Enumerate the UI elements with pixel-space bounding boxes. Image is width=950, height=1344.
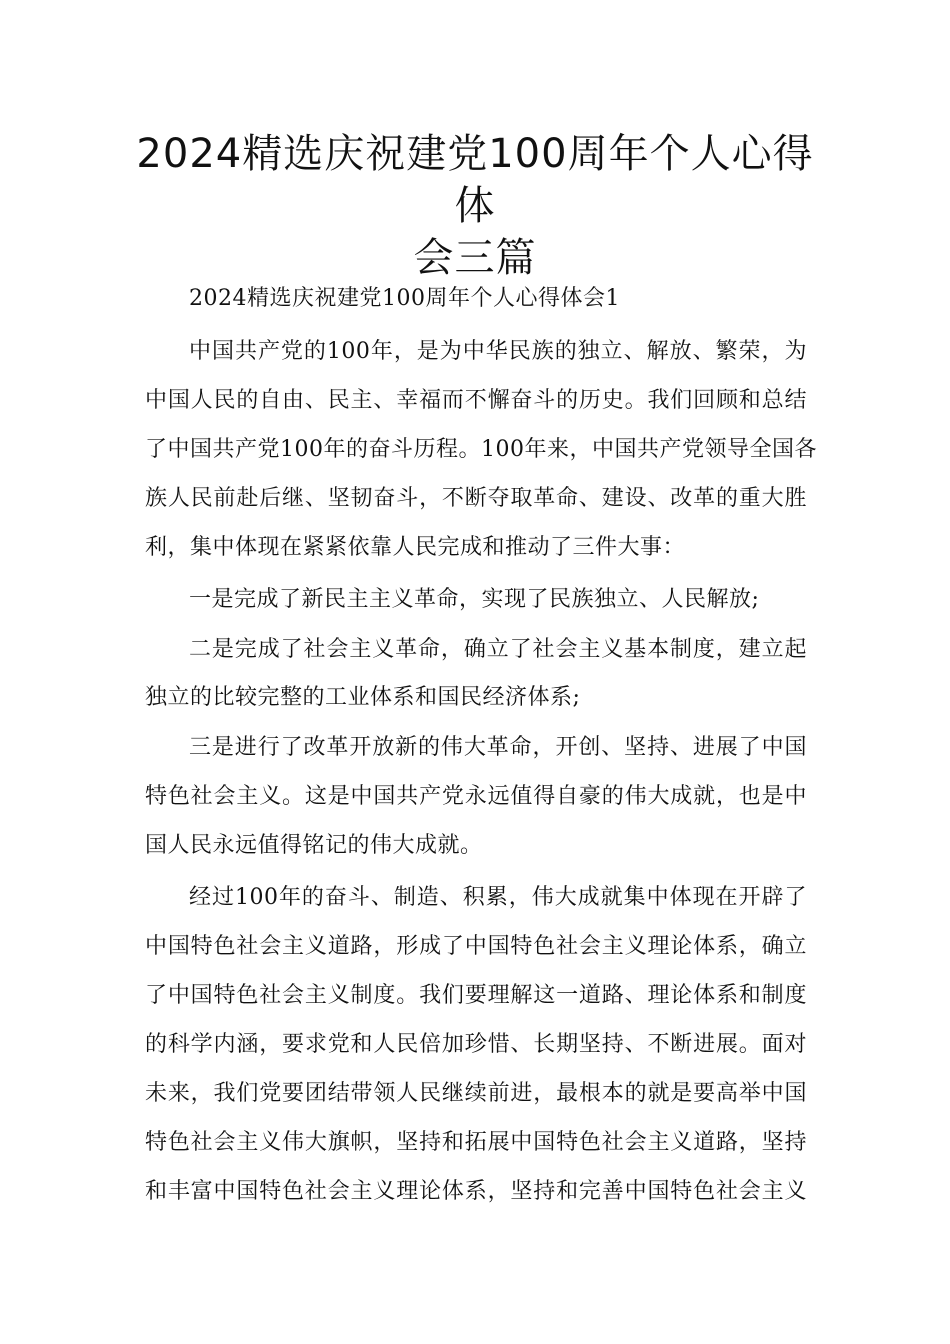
paragraph-line: 的科学内涵，要求党和人民倍加珍惜、长期坚持、不断进展。面对 [145,1032,807,1057]
paragraph-line: 一是完成了新民主主义革命，实现了民族独立、人民解放; [189,587,760,612]
paragraph-line: 二是完成了社会主义革命，确立了社会主义基本制度，建立起 [189,637,807,662]
paragraph-line: 国人民永远值得铭记的伟大成就。 [145,833,483,858]
paragraph-line: 中国特色社会主义道路，形成了中国特色社会主义理论体系，确立 [145,934,807,959]
paragraph-line: 和丰富中国特色社会主义理论体系，坚持和完善中国特色社会主义 [145,1179,807,1204]
paragraph-line: 族人民前赴后继、坚韧奋斗，不断夺取革命、建设、改革的重大胜 [145,486,807,511]
section-subtitle: 2024精选庆祝建党100周年个人心得体会1 [189,286,620,311]
paragraph-line: 特色社会主义。这是中国共产党永远值得自豪的伟大成就，也是中 [145,784,807,809]
paragraph-line: 中国人民的自由、民主、幸福而不懈奋斗的历史。我们回顾和总结 [145,388,807,413]
paragraph-line: 了中国共产党100年的奋斗历程。100年来，中国共产党领导全国各 [145,437,817,462]
paragraph-line: 利，集中体现在紧紧依靠人民完成和推动了三件大事： [145,535,686,560]
paragraph-line: 特色社会主义伟大旗帜，坚持和拓展中国特色社会主义道路，坚持 [145,1130,807,1155]
paragraph-line: 了中国特色社会主义制度。我们要理解这一道路、理论体系和制度 [145,983,807,1008]
paragraph-line: 中国共产党的100年，是为中华民族的独立、解放、繁荣，为 [189,339,807,364]
paragraph-line: 未来，我们党要团结带领人民继续前进，最根本的就是要高举中国 [145,1081,807,1106]
document-title [120,128,830,284]
title-line: 2024精选庆祝建党100周年个人心得体 [136,131,814,229]
paragraph-line: 三是进行了改革开放新的伟大革命，开创、坚持、进展了中国 [189,735,807,760]
paragraph-line: 经过100年的奋斗、制造、积累，伟大成就集中体现在开辟了 [189,885,807,910]
paragraph-line: 独立的比较完整的工业体系和国民经济体系; [145,685,581,710]
title-line: 会三篇 [413,235,537,281]
